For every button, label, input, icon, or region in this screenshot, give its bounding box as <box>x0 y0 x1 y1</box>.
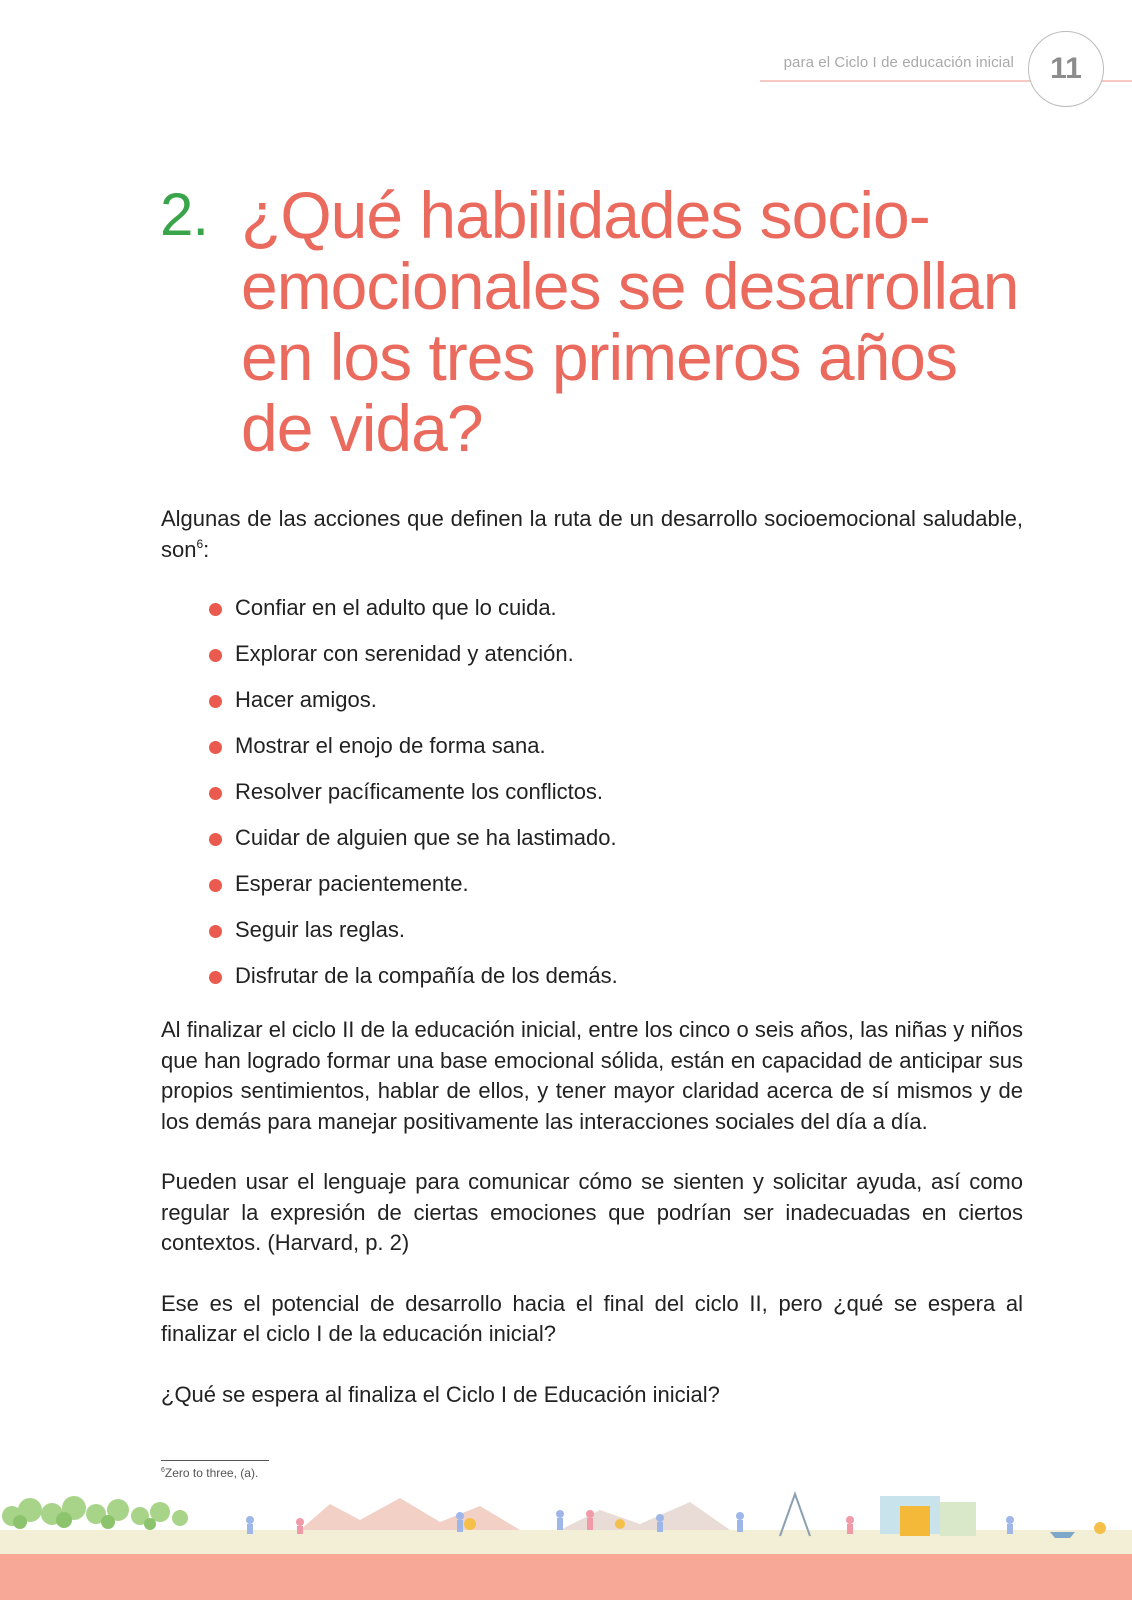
intro-colon: : <box>203 536 210 562</box>
list-item-text: Cuidar de alguien que se ha lastimado. <box>235 825 617 850</box>
bullet-dot-icon <box>209 925 222 938</box>
bullet-dot-icon <box>209 971 222 984</box>
list-item <box>209 777 1023 807</box>
section-title <box>241 180 1061 464</box>
footnote-marker: 6 <box>161 1467 165 1474</box>
habilities-list <box>209 593 1023 991</box>
section-number: 2. <box>160 181 209 248</box>
list-item-text: Mostrar el enojo de forma sana. <box>235 733 546 758</box>
body-paragraph: Al finalizar el ciclo II de la educación inicial, entre los cinco o seis años, las niñas y niños que han logrado formar una base emocional sólida, están en capacidad de anticipar sus propios sentimientos, hablar de ellos, y tener mayor claridad acerca de sí mismos y de los demás para manejar positivamente las interacciones sociales del día a día. <box>161 1017 1023 1134</box>
bullet-dot-icon <box>209 879 222 892</box>
footer-band <box>0 1554 1132 1600</box>
bullet-dot-icon <box>209 741 222 754</box>
bullet-dot-icon <box>209 603 222 616</box>
running-title: para el Ciclo I de educación inicial <box>783 54 1014 71</box>
intro-paragraph <box>161 504 1023 565</box>
list-item-text: Resolver pacíficamente los conflictos. <box>235 779 604 804</box>
list-item <box>209 685 1023 715</box>
list-item-text: Explorar con serenidad y atención. <box>235 641 574 666</box>
bullet-dot-icon <box>209 833 222 846</box>
page-number: 11 <box>1028 31 1104 107</box>
title-line: de vida? <box>241 391 483 465</box>
footer-illustration <box>0 1490 1132 1556</box>
list-item <box>209 823 1023 853</box>
bullet-dot-icon <box>209 649 222 662</box>
list-item-text: Hacer amigos. <box>235 687 377 712</box>
title-line: en los tres primeros años <box>241 320 957 394</box>
bullet-dot-icon <box>209 787 222 800</box>
footnote <box>161 1466 258 1480</box>
footnote-rule <box>161 1460 269 1461</box>
list-item <box>209 593 1023 623</box>
list-item-text: Seguir las reglas. <box>235 917 405 942</box>
intro-text: Algunas de las acciones que definen la ruta de un desarrollo socioemocional saludable, son <box>161 506 1023 562</box>
footnote-text: Zero to three, (a). <box>164 1466 259 1480</box>
list-item-text: Confiar en el adulto que lo cuida. <box>235 595 557 620</box>
body-paragraph: Ese es el potencial de desarrollo hacia el final del ciclo II, pero ¿qué se espera al finalizar el ciclo I de la educación inicial? <box>161 1290 1023 1346</box>
list-item-text: Disfrutar de la compañía de los demás. <box>235 963 618 988</box>
title-line: emocionales se desarrollan <box>241 249 1019 323</box>
footnote-reference: 6 <box>196 536 204 551</box>
list-item <box>209 961 1023 991</box>
body-content <box>161 504 1023 1410</box>
title-line: ¿Qué habilidades socio- <box>241 178 930 252</box>
list-item <box>209 639 1023 669</box>
body-paragraph: Pueden usar el lenguaje para comunicar cómo se sienten y solicitar ayuda, así como regular la expresión de ciertas emociones que podrían ser inadecuadas en ciertos contextos. (Harvard, p. 2) <box>161 1169 1023 1255</box>
list-item <box>209 731 1023 761</box>
list-item-text: Esperar pacientemente. <box>235 871 469 896</box>
bullet-dot-icon <box>209 695 222 708</box>
list-item <box>209 915 1023 945</box>
closing-question: ¿Qué se espera al finaliza el Ciclo I de Educación inicial? <box>161 1381 720 1407</box>
list-item <box>209 869 1023 899</box>
